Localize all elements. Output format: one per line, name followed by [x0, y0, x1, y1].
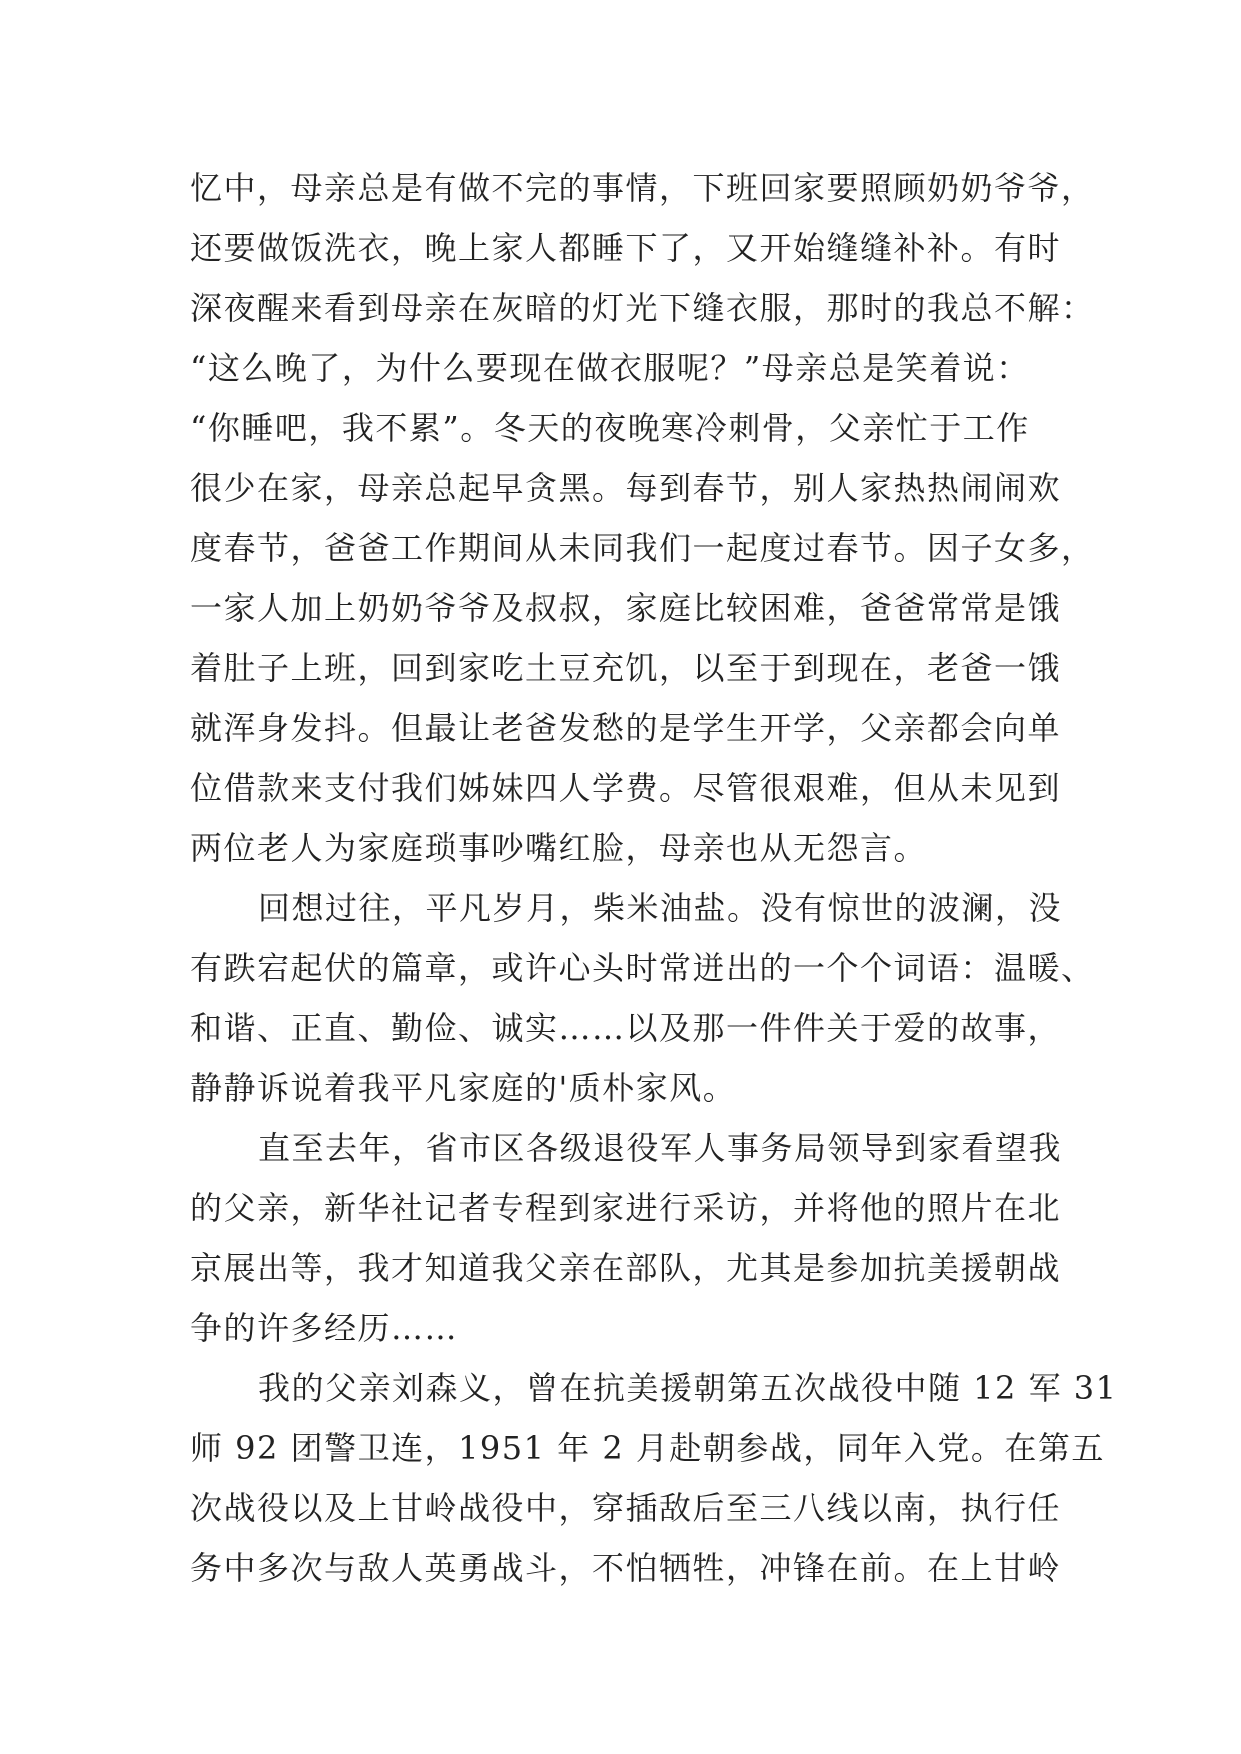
document-body — [190, 158, 1118, 1598]
text-line: 务中多次与敌人英勇战斗，不怕牺牲，冲锋在前。在上甘岭 — [190, 1549, 1062, 1587]
text-line: 的父亲，新华社记者专程到家进行采访，并将他的照片在北 — [190, 1189, 1062, 1227]
paragraph-looking-back — [190, 878, 1095, 1118]
text-line: 两位老人为家庭琐事吵嘴红脸，母亲也从无怨言。 — [190, 829, 928, 867]
text-line: 有跌宕起伏的篇章，或许心头时常迸出的一个个词语：温暖、 — [190, 949, 1095, 987]
text-line: 直至去年，省市区各级退役军人事务局领导到家看望我 — [258, 1129, 1063, 1167]
text-line: 很少在家，母亲总起早贪黑。每到春节，别人家热热闹闹欢 — [190, 469, 1062, 507]
paragraph-last-year — [190, 1118, 1063, 1358]
text-line: 我的父亲刘森义，曾在抗美援朝第五次战役中随 12 军 31 — [258, 1369, 1118, 1407]
text-line: 争的许多经历…… — [190, 1309, 459, 1347]
text-line: “你睡吧，我不累”。冬天的夜晚寒冷刺骨，父亲忙于工作 — [190, 409, 1030, 447]
text-line: 深夜醒来看到母亲在灰暗的灯光下缝衣服，那时的我总不解： — [190, 289, 1095, 327]
text-line: 和谐、正直、勤俭、诚实……以及那一件件关于爱的故事， — [190, 1009, 1062, 1047]
paragraph-father-service — [190, 1358, 1118, 1598]
text-line: 京展出等，我才知道我父亲在部队，尤其是参加抗美援朝战 — [190, 1249, 1062, 1287]
text-line: “这么晚了，为什么要现在做衣服呢？”母亲总是笑着说： — [190, 349, 1030, 387]
paragraph-memory-of-mother — [190, 158, 1095, 878]
text-line: 着肚子上班，回到家吃土豆充饥，以至于到现在，老爸一饿 — [190, 649, 1062, 687]
text-line: 位借款来支付我们姊妹四人学费。尽管很艰难，但从未见到 — [190, 769, 1062, 807]
text-line: 就浑身发抖。但最让老爸发愁的是学生开学，父亲都会向单 — [190, 709, 1062, 747]
text-line: 一家人加上奶奶爷爷及叔叔，家庭比较困难，爸爸常常是饿 — [190, 589, 1062, 627]
text-line: 师 92 团警卫连，1951 年 2 月赴朝参战，同年入党。在第五 — [190, 1429, 1105, 1467]
text-line: 忆中，母亲总是有做不完的事情，下班回家要照顾奶奶爷爷， — [190, 169, 1095, 207]
text-line: 还要做饭洗衣，晚上家人都睡下了，又开始缝缝补补。有时 — [190, 229, 1062, 267]
text-line: 回想过往，平凡岁月，柴米油盐。没有惊世的波澜，没 — [258, 889, 1063, 927]
text-line: 静静诉说着我平凡家庭的'质朴家风。 — [190, 1069, 737, 1107]
text-line: 度春节，爸爸工作期间从未同我们一起度过春节。因子女多， — [190, 529, 1095, 567]
text-line: 次战役以及上甘岭战役中，穿插敌后至三八线以南，执行任 — [190, 1489, 1062, 1527]
